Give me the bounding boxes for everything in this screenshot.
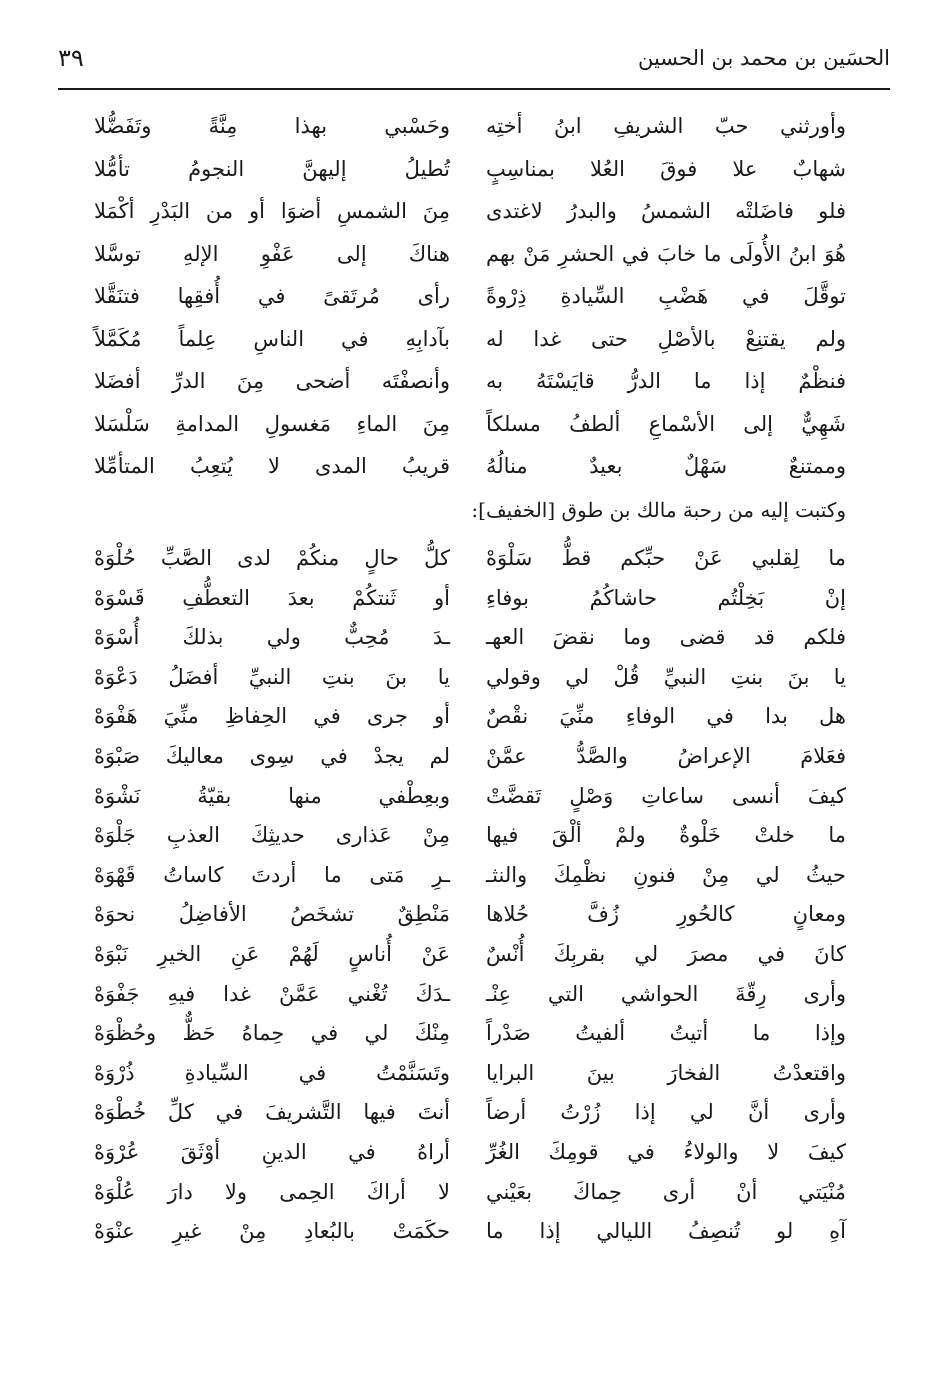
verse-second-hemistich: حكَمَتْ بالبُعادِ مِنْ غيرِ عنْوَهْ [94, 1219, 450, 1244]
verse [0, 857, 942, 897]
verse-first-hemistich: وإذا ما أتيتُ ألفيتُ صَدْراً [486, 1021, 846, 1046]
verse [0, 1134, 942, 1174]
verse-first-hemistich: مُنْيَتي أنْ أرى حِماكَ بعَيْني [486, 1179, 846, 1204]
verse-second-hemistich: قريبُ المدى لا يُتعِبُ المتأمِّلا [94, 454, 450, 478]
verse-first-hemistich: فلو فاضَلتْه الشمسُ والبدرُ لاغتدى [486, 199, 846, 223]
verse-second-hemistich: مِنْ عَذارى حديثِكَ العذبِ جَلْوَهْ [94, 823, 450, 848]
verse-second-hemistich: مَنْطِقٌ تشخَصُ الأفاضِلُ نحوَهْ [94, 902, 450, 927]
verse [0, 1213, 942, 1253]
verse-second-hemistich: يا بنَ بنتِ النبيِّ أفضَلُ دَعْوَهْ [94, 664, 450, 689]
verse-second-hemistich: هناكَ إلى عَفْوِ الإلهِ توسَّلا [94, 241, 450, 266]
verse-first-hemistich: ما لِقلبي عَنْ حبِّكم قطُّ سَلْوَهْ [486, 546, 846, 570]
verse [0, 236, 942, 279]
verse [0, 619, 942, 659]
verse-second-hemistich: مِنَ الشمسِ أضوَا أو من البَدْرِ أكْمَلا [94, 199, 450, 223]
verse-second-hemistich: رأى مُرتَقىً في أُفقِها فتنَقَّلا [94, 284, 450, 308]
verse [0, 1015, 942, 1055]
verse-second-hemistich: وأنصفْتَه أضحى مِنَ الدرِّ أفضَلا [94, 369, 450, 393]
header-rule [58, 88, 890, 90]
verse-first-hemistich: وأرى رِقّةَ الحواشي التي عِنْـ [486, 981, 846, 1006]
verse [0, 778, 942, 818]
verse [0, 698, 942, 738]
verse-second-hemistich: تُطيلُ إليهنَّ النجومُ تأمُّلا [94, 156, 450, 181]
verse-second-hemistich: ـرِ مَتى ما أردتَ كاساتُ قَهْوَهْ [94, 862, 450, 887]
verse-second-hemistich: لم يجدْ في سِوى معاليكَ صَبْوَهْ [94, 743, 450, 768]
verse-second-hemistich: لا أراكَ الحِمى ولا دارَ عُلْوَهْ [94, 1179, 450, 1204]
running-title: الحسَين بن محمد بن الحسين [637, 46, 890, 70]
verse [0, 363, 942, 406]
verse-first-hemistich: شَهِيٌّ إلى الأسْماعِ ألطفُ مسلكاً [486, 411, 846, 436]
verse-first-hemistich: وممتنعٌ سَهْلٌ بعيدٌ منالُهُ [486, 454, 846, 478]
verse-first-hemistich: ما خلتْ خَلْوةٌ ولمْ ألْقَ فيها [486, 823, 846, 848]
verse [0, 151, 942, 194]
verse-second-hemistich: مِنْكَ لي في حِماهُ حَظٌّ وحُظْوَهْ [94, 1021, 450, 1046]
verse [0, 580, 942, 620]
page-number: ٣٩ [58, 44, 84, 72]
verse-first-hemistich: شهابٌ علا فوقَ العُلا بمناسِبٍ [486, 156, 846, 181]
verse-second-hemistich: وتَسَنَّمْتُ في السِّيادةِ ذُرْوَهْ [94, 1060, 450, 1085]
verse-second-hemistich: أراهُ في الدينِ أوْثَقَ عُرْوَهْ [94, 1139, 450, 1164]
verse [0, 321, 942, 364]
verse-first-hemistich: فعَلامَ الإعراضُ والصَّدُّ عمَّنْ [486, 743, 846, 768]
verse-second-hemistich: أنتَ فيها التَّشريفَ في كلِّ خُطْوَهْ [94, 1100, 450, 1125]
verse-first-hemistich: وأورثني حبّ الشريفِ ابنُ أختِه [486, 114, 846, 138]
verse-second-hemistich: عَنْ أُناسٍ لَهُمْ عَنِ الخيرِ نَبْوَهْ [94, 941, 450, 966]
verse [0, 278, 942, 321]
verse-first-hemistich: يا بنَ بنتِ النبيِّ قُلْ لي وقولي [486, 664, 846, 689]
verse [0, 659, 942, 699]
verse [0, 108, 942, 151]
verse [0, 193, 942, 236]
poem-first [0, 108, 942, 491]
verse-first-hemistich: هُوَ ابنُ الأُولَى ما خابَ في الحشرِ مَنْ بهم [486, 241, 846, 266]
verse-first-hemistich: واقتعدْتُ الفخارَ بينَ البرايا [486, 1060, 846, 1085]
verse-first-hemistich: كيفَ أنسى ساعاتِ وَصْلٍ تَقضَّتْ [486, 783, 846, 808]
verse-first-hemistich: فلكم قد قضى وما نقضَ العهـ [486, 625, 846, 650]
verse-second-hemistich: مِنَ الماءِ مَغسولِ المدامةِ سَلْسَلا [94, 411, 450, 436]
verse-first-hemistich: إنْ بَخِلْتُم حاشاكُمُ بوفاءِ [486, 585, 846, 610]
verse-first-hemistich: كيفَ لا والولاءُ في قومِكَ الغُرِّ [486, 1139, 846, 1164]
verse-second-hemistich: وبعِطْفي منها بقيّةُ نَشْوَهْ [94, 783, 450, 808]
verse-first-hemistich: فنظْمٌ إذا ما الدرُّ قايَسْتَهُ به [486, 369, 846, 393]
verse-second-hemistich: ـدَ مُحِبٌّ ولي بذلكَ أُسْوَهْ [94, 625, 450, 650]
verse [0, 1174, 942, 1214]
verse-first-hemistich: آهِ لو تُنصِفُ الليالي إذا ما [486, 1219, 846, 1244]
verse-first-hemistich: توقَّلَ في هَضْبِ السِّيادةِ ذِرْوةً [486, 284, 846, 308]
page-header [58, 42, 890, 88]
verse-second-hemistich: أو ثَنتكُمْ بعدَ التعطُّفِ قَسْوَهْ [94, 585, 450, 610]
verse-first-hemistich: هل بدا في الوفاءِ منِّيَ نقْصٌ [486, 704, 846, 729]
verse [0, 817, 942, 857]
verse-first-hemistich: حيثُ لي مِنْ فنونِ نظْمِكَ والنثـ [486, 862, 846, 887]
verse [0, 1094, 942, 1134]
verse [0, 738, 942, 778]
verse-first-hemistich: ومعانٍ كالحُورِ زُفَّ حُلاها [486, 902, 846, 927]
verse-second-hemistich: ـدَكَ تُغْني عَمَّنْ غدا فيهِ جَفْوَهْ [94, 981, 450, 1006]
verse-second-hemistich: أو جرى في الحِفاظِ منِّيَ هَفْوَهْ [94, 704, 450, 729]
verse [0, 1055, 942, 1095]
verse-second-hemistich: كلُّ حالٍ منكُمْ لدى الصَّبِّ حُلْوَهْ [94, 546, 450, 570]
verse [0, 540, 942, 580]
verse [0, 936, 942, 976]
verse [0, 448, 942, 491]
poem-intro: وكتبت إليه من رحبة مالك بن طوق [الخفيف]: [471, 498, 846, 522]
poem-second [0, 540, 942, 1253]
verse [0, 406, 942, 449]
verse-first-hemistich: كانَ في مصرَ لي بقربِكَ أُنْسٌ [486, 941, 846, 966]
verse-first-hemistich: ولم يقتنِعْ بالأصْلِ حتى غدا له [486, 326, 846, 351]
verse [0, 976, 942, 1016]
verse-second-hemistich: وحَسْبي بهذا مِنَّةً وتَفَضُّلا [94, 114, 450, 138]
verse-second-hemistich: بآدابِهِ في الناسِ عِلماً مُكَمَّلاً [94, 326, 450, 351]
verse [0, 896, 942, 936]
verse-first-hemistich: وأرى أنَّ لي إذا زُرْتُ أرضاً [486, 1100, 846, 1125]
